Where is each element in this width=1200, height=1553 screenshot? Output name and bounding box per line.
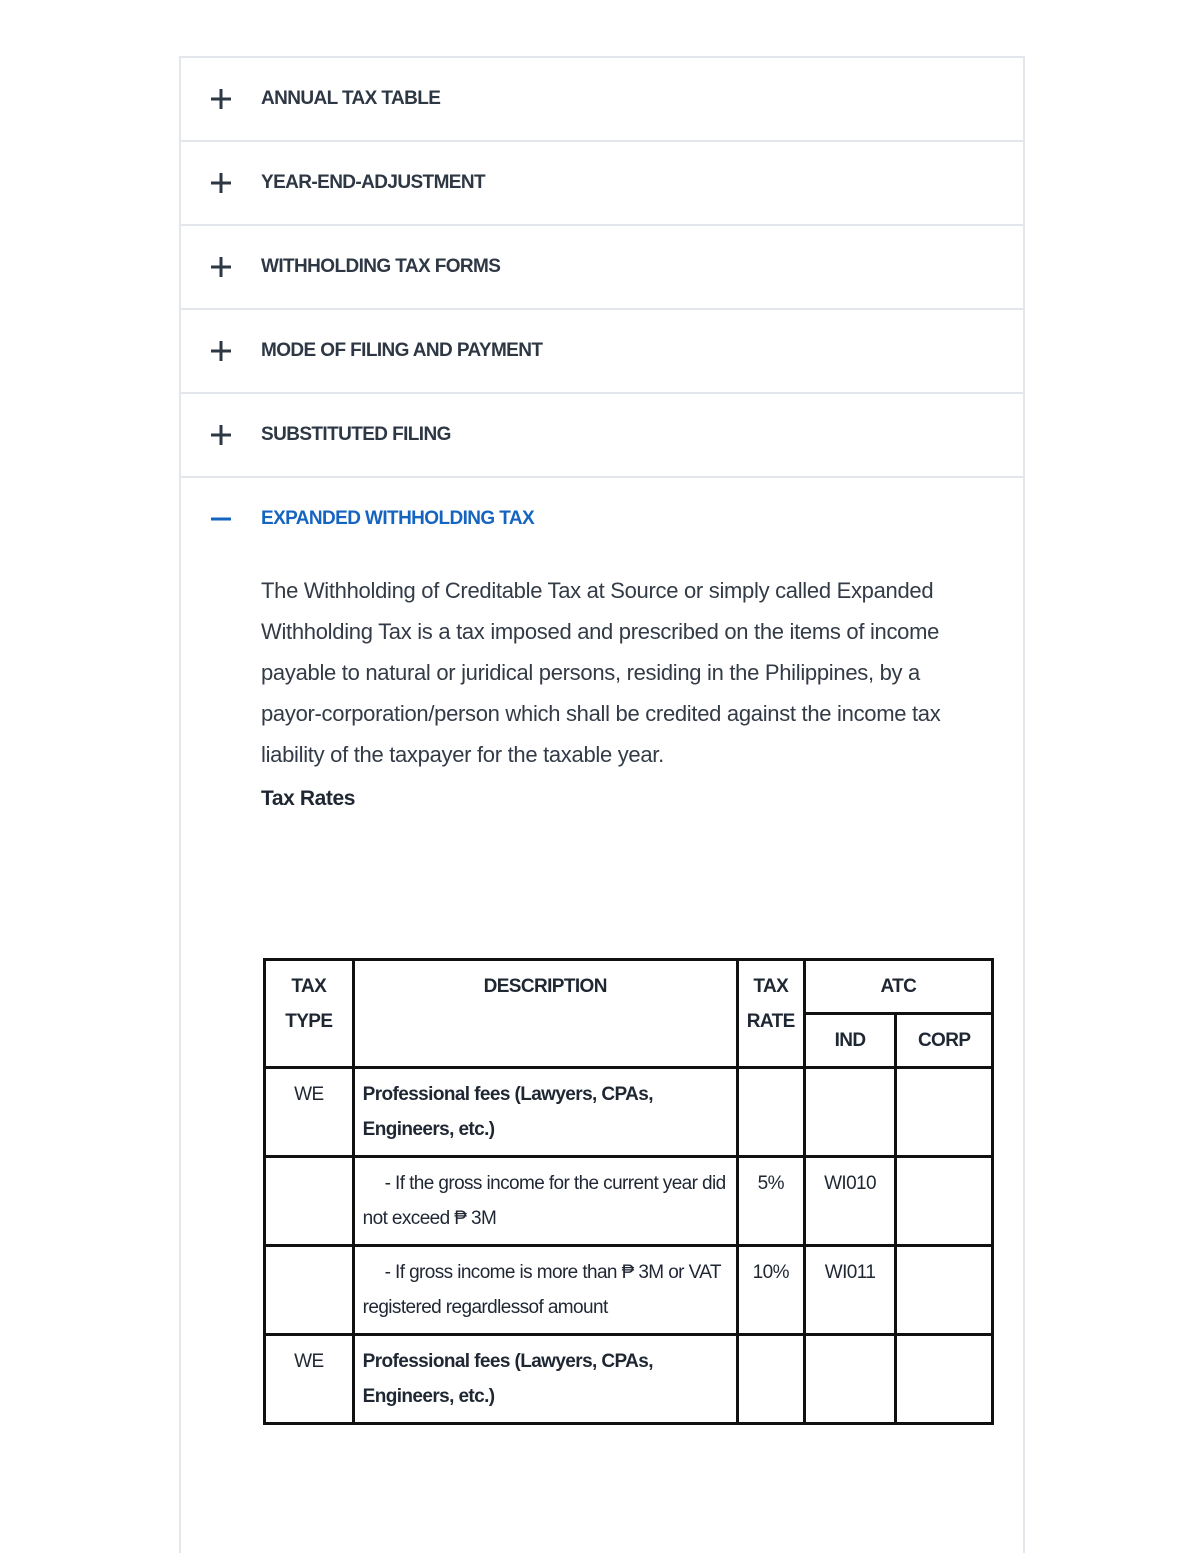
accordion-item-annual-tax-table [181,58,1023,142]
cell-description: Professional fees (Lawyers, CPAs, Engineers, etc.) [353,1335,737,1424]
cell-ind [804,1335,896,1424]
cell-corp [896,1335,993,1424]
cell-tax-type: WE [265,1068,354,1157]
plus-icon [211,173,231,193]
cell-corp [896,1246,993,1335]
tax-rates-heading: Tax Rates [261,787,356,810]
accordion-title: WITHHOLDING TAX FORMS [261,256,501,277]
accordion-item-expanded-withholding-tax [181,478,1023,1407]
accordion-header-year-end-adjustment[interactable] [181,142,1023,224]
cell-description-text: - If gross income is more than ₱ 3M or VAT registered regardlessof amount [362,1262,721,1318]
accordion-title: ANNUAL TAX TABLE [261,88,441,109]
header-corp: CORP [896,1014,993,1068]
plus-icon [211,257,231,277]
cell-rate: 10% [737,1246,804,1335]
cell-rate [737,1335,804,1424]
cell-ind [804,1068,896,1157]
table-row [265,1335,993,1424]
table-row [265,1068,993,1157]
description-text: The Withholding of Creditable Tax at Source or simply called Expanded Withholding Tax is a tax imposed and prescribed on the items of income payable to natural or juridical persons, residing in the Philippines, by a payor-corporation/person which shall be credited against the income tax liability of the taxpayer for the taxable year. [261,578,941,767]
accordion-header-mode-of-filing[interactable] [181,310,1023,392]
cell-description: Professional fees (Lawyers, CPAs, Engineers, etc.) [353,1068,737,1157]
cell-tax-type [265,1246,354,1335]
accordion-header-substituted-filing[interactable] [181,394,1023,476]
cell-ind: WI010 [804,1157,896,1246]
plus-icon [211,425,231,445]
minus-icon [211,509,231,529]
accordion-item-withholding-tax-forms [181,226,1023,310]
header-atc: ATC [804,960,992,1014]
plus-icon [211,89,231,109]
header-tax-rate: TAX RATE [737,960,804,1068]
table-row [265,1157,993,1246]
accordion-header-withholding-tax-forms[interactable] [181,226,1023,308]
faq-accordion [179,56,1025,1553]
accordion-item-substituted-filing [181,394,1023,478]
header-tax-type: TAX TYPE [265,960,354,1068]
cell-tax-type [265,1157,354,1246]
cell-description-text: - If the gross income for the current year did not exceed ₱ 3M [362,1173,726,1229]
cell-corp [896,1157,993,1246]
accordion-header-expanded-withholding-tax[interactable] [181,478,1023,560]
accordion-item-year-end-adjustment [181,142,1023,226]
table-row [265,1246,993,1335]
cell-rate: 5% [737,1157,804,1246]
cell-corp [896,1068,993,1157]
tax-rates-table [263,958,994,1425]
header-ind: IND [804,1014,896,1068]
accordion-title: YEAR-END-ADJUSTMENT [261,172,485,193]
accordion-title: EXPANDED WITHHOLDING TAX [261,508,535,529]
cell-description [353,1246,737,1335]
cell-ind: WI011 [804,1246,896,1335]
cell-description [353,1157,737,1246]
accordion-header-annual-tax-table[interactable] [181,58,1023,140]
plus-icon [211,341,231,361]
accordion-title: SUBSTITUTED FILING [261,424,451,445]
accordion-title: MODE OF FILING AND PAYMENT [261,340,543,361]
cell-tax-type: WE [265,1335,354,1424]
table-header-row [265,960,993,1014]
cell-rate [737,1068,804,1157]
header-description: DESCRIPTION [353,960,737,1068]
accordion-item-mode-of-filing [181,310,1023,394]
accordion-panel [181,570,1023,811]
